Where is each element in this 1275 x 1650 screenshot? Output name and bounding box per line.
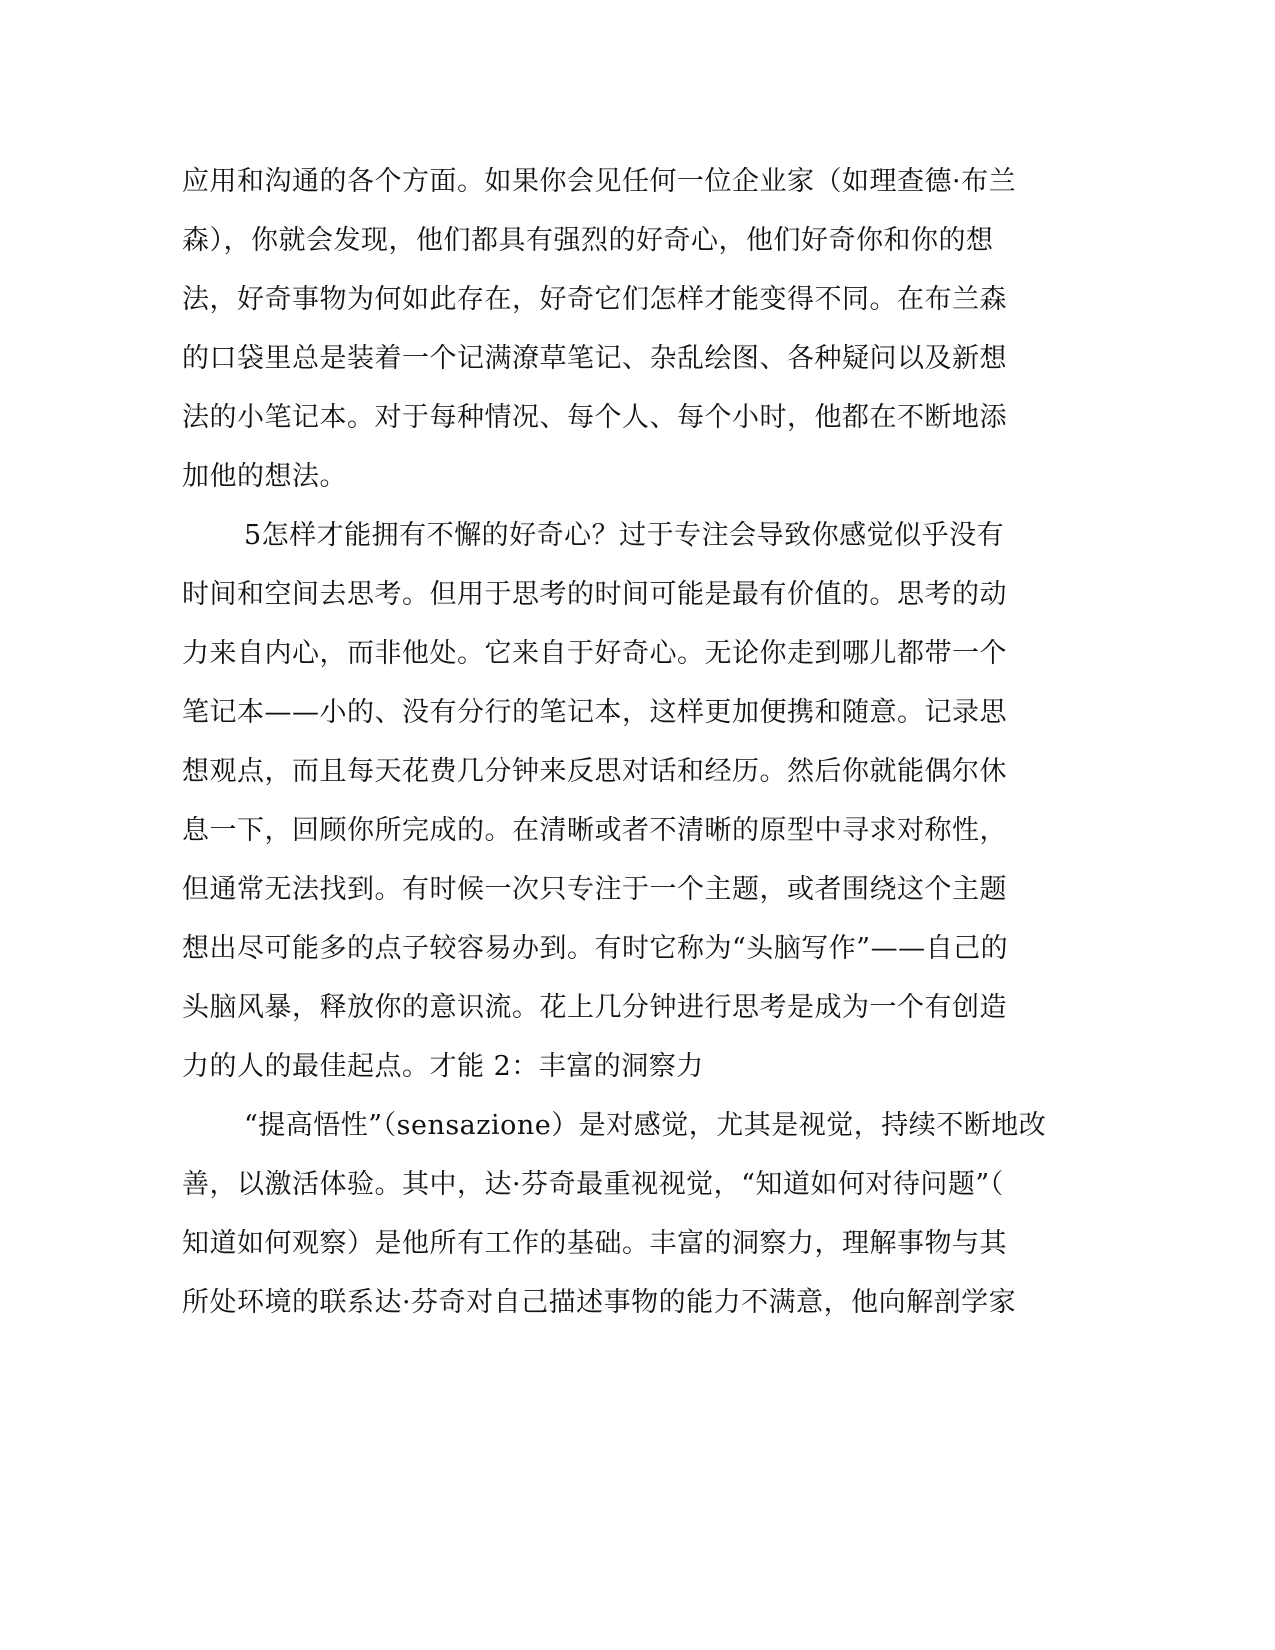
text-line: 加他的想法。	[182, 461, 347, 492]
text-line: 时间和空间去思考。但用于思考的时间可能是最有价值的。思考的动	[182, 579, 1007, 610]
paragraph-1	[182, 162, 1042, 516]
text-line: 法的小笔记本。对于每种情况、每个人、每个小时，他都在不断地添	[182, 402, 1007, 433]
text-line: 力的人的最佳起点。才能 2：丰富的洞察力	[182, 1051, 704, 1082]
text-line: 笔记本——小的、没有分行的笔记本，这样更加便携和随意。记录思	[182, 697, 1007, 728]
text-line: 5怎样才能拥有不懈的好奇心？过于专注会导致你感觉似乎没有	[244, 520, 1005, 551]
text-line: 但通常无法找到。有时候一次只专注于一个主题，或者围绕这个主题	[182, 874, 1007, 905]
text-line: “提高悟性”（sensazione）是对感觉，尤其是视觉，持续不断地改	[244, 1110, 1047, 1141]
text-line: 头脑风暴，释放你的意识流。花上几分钟进行思考是成为一个有创造	[182, 992, 1007, 1023]
text-line: 的口袋里总是装着一个记满潦草笔记、杂乱绘图、各种疑问以及新想	[182, 343, 1007, 374]
text-line: 森），你就会发现，他们都具有强烈的好奇心，他们好奇你和你的想	[182, 225, 994, 256]
text-line: 想观点，而且每天花费几分钟来反思对话和经历。然后你就能偶尔休	[182, 756, 1007, 787]
paragraph-2	[182, 516, 1042, 1106]
text-line: 法，好奇事物为何如此存在，好奇它们怎样才能变得不同。在布兰森	[182, 284, 1007, 315]
text-line: 想出尽可能多的点子较容易办到。有时它称为“头脑写作”——自己的	[182, 933, 1009, 964]
text-line: 善，以激活体验。其中，达·芬奇最重视视觉，“知道如何对待问题”（	[182, 1169, 1004, 1200]
text-line: 息一下，回顾你所完成的。在清晰或者不清晰的原型中寻求对称性，	[182, 815, 1007, 846]
body-text	[182, 162, 1047, 1342]
paragraph-3	[182, 1106, 1047, 1342]
text-line: 应用和沟通的各个方面。如果你会见任何一位企业家（如理查德·布兰	[182, 166, 1017, 197]
text-line: 所处环境的联系达·芬奇对自己描述事物的能力不满意，他向解剖学家	[182, 1287, 1017, 1318]
text-line: 知道如何观察）是他所有工作的基础。丰富的洞察力，理解事物与其	[182, 1228, 1007, 1259]
text-line: 力来自内心，而非他处。它来自于好奇心。无论你走到哪儿都带一个	[182, 638, 1007, 669]
